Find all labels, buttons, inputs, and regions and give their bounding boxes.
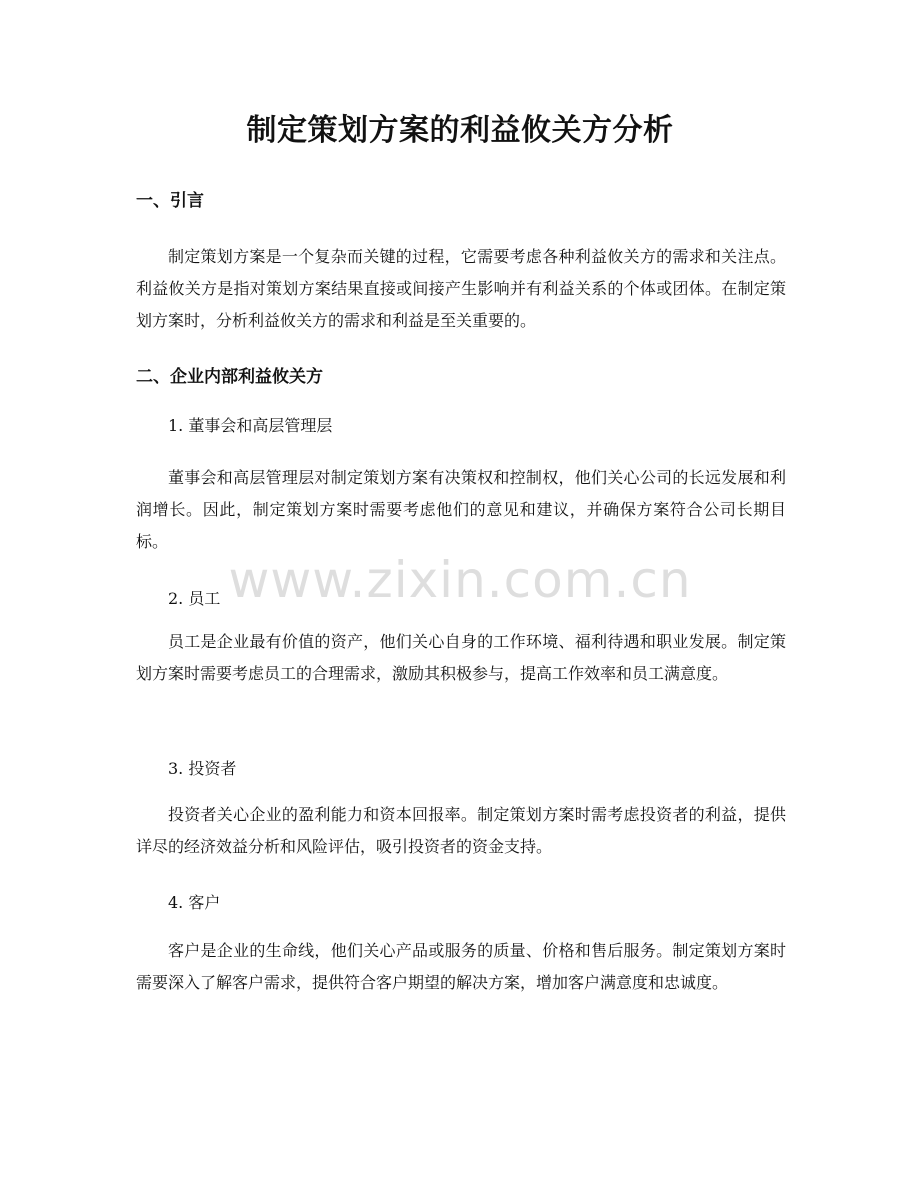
section-heading-intro: 一、引言 xyxy=(136,191,204,211)
employees-paragraph: 员工是企业最有价值的资产，他们关心自身的工作环境、福利待遇和职业发展。制定策划方案时需要考虑员工的合理需求，激励其积极参与，提高工作效率和员工满意度。 xyxy=(136,632,786,683)
subheading-customers: 4. 客户 xyxy=(168,893,221,912)
intro-paragraph: 制定策划方案是一个复杂而关键的过程，它需要考虑各种利益攸关方的需求和关注点。利益攸关方是指对策划方案结果直接或间接产生影响并有利益关系的个体或团体。在制定策划方案时，分析利益攸关方的需求和利益是至关重要的。 xyxy=(136,247,786,330)
investors-paragraph: 投资者关心企业的盈利能力和资本回报率。制定策划方案时需考虑投资者的利益，提供详尽的经济效益分析和风险评估，吸引投资者的资金支持。 xyxy=(136,805,786,856)
document-title: 制定策划方案的利益攸关方分析 xyxy=(246,113,674,148)
board-paragraph: 董事会和高层管理层对制定策划方案有决策权和控制权，他们关心公司的长远发展和利润增长。因此，制定策划方案时需要考虑他们的意见和建议，并确保方案符合公司长期目标。 xyxy=(136,468,786,551)
watermark: www.zixin.com.cn xyxy=(228,551,692,609)
subheading-board: 1. 董事会和高层管理层 xyxy=(168,416,333,435)
subheading-employees: 2. 员工 xyxy=(168,589,221,608)
customers-paragraph: 客户是企业的生命线，他们关心产品或服务的质量、价格和售后服务。制定策划方案时需要深入了解客户需求，提供符合客户期望的解决方案，增加客户满意度和忠诚度。 xyxy=(136,941,786,992)
subheading-investors: 3. 投资者 xyxy=(168,759,237,778)
section-heading-internal: 二、企业内部利益攸关方 xyxy=(136,367,323,387)
